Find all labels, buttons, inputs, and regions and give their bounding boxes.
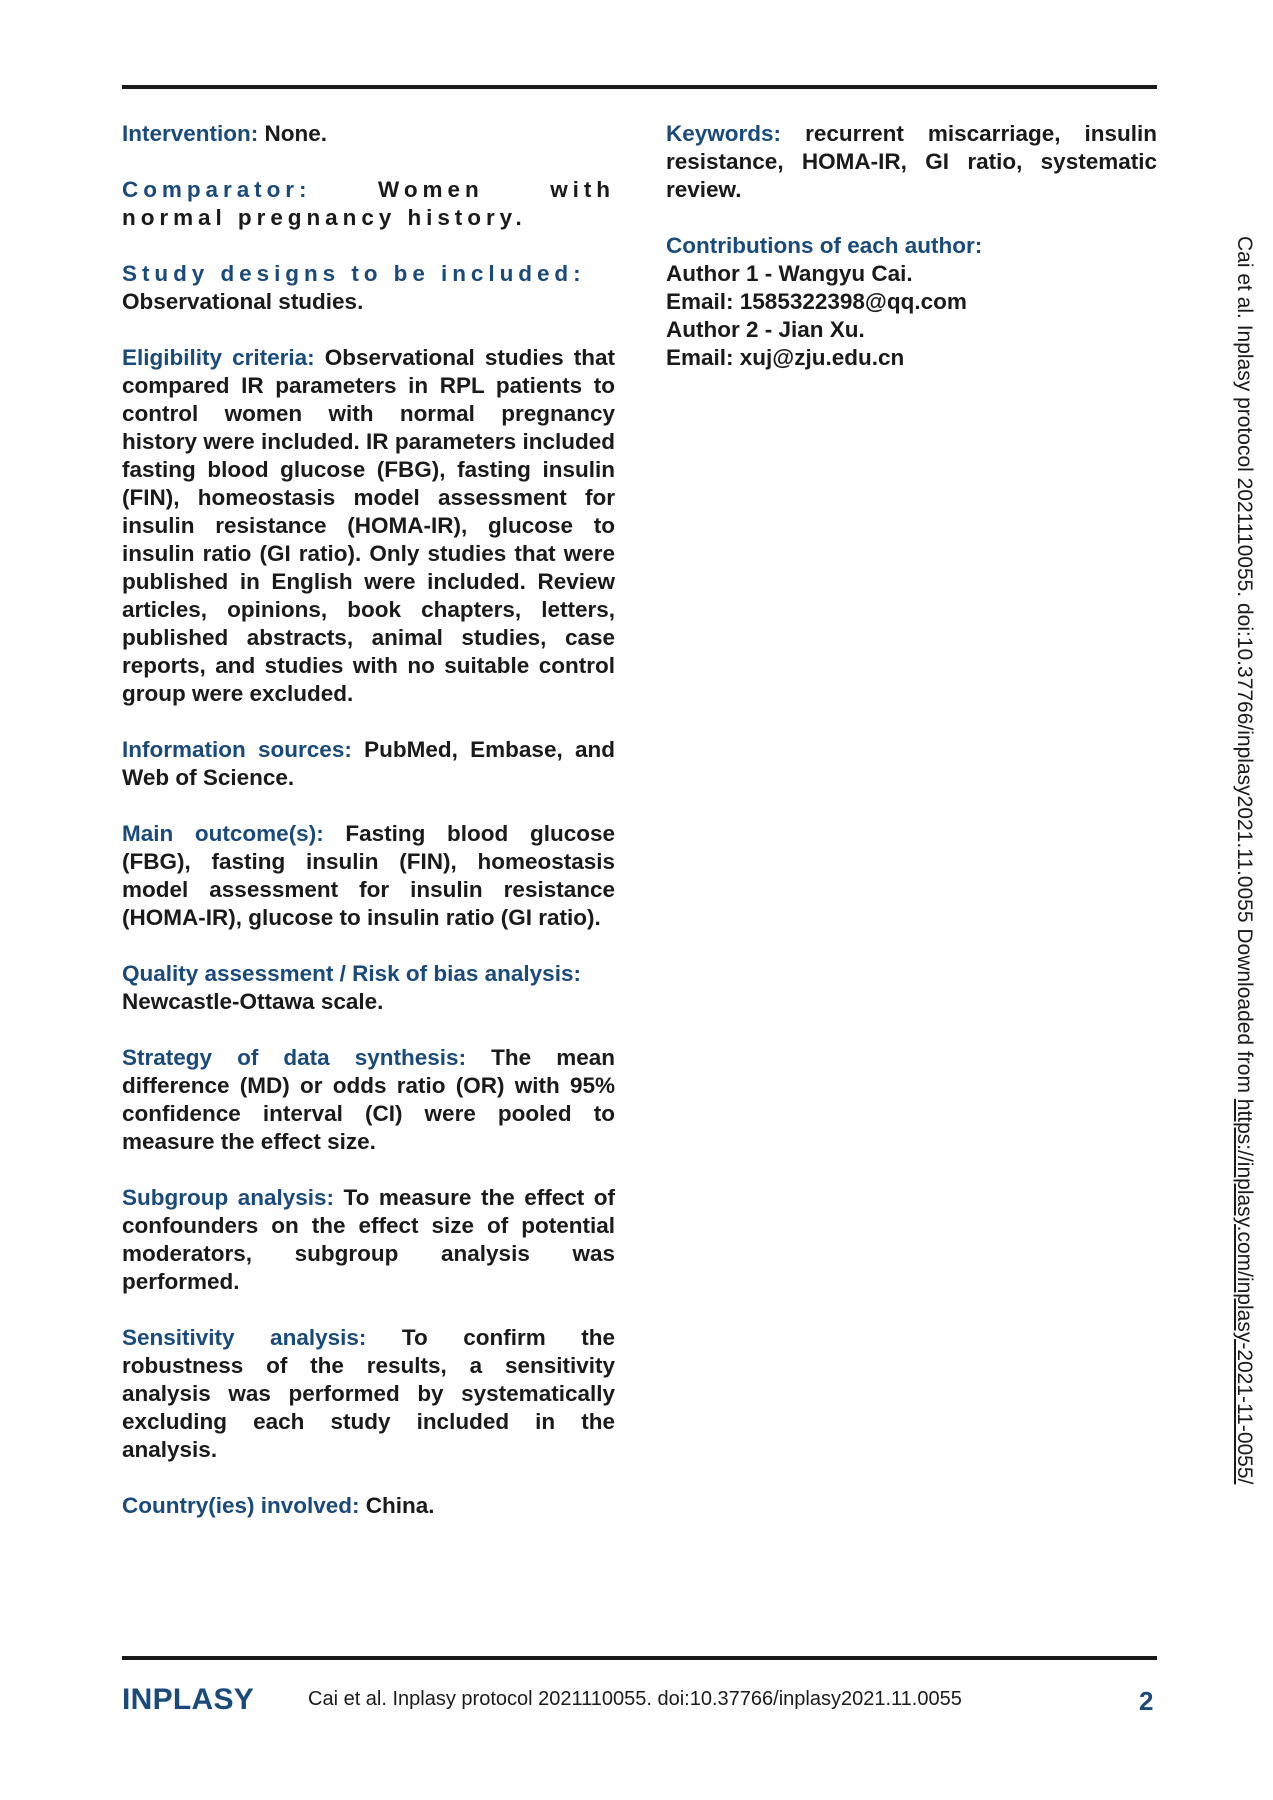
main-outcomes-label: Main outcome(s): xyxy=(122,821,324,846)
contributions-label: Contributions of each author: xyxy=(666,233,983,258)
data-synthesis-label: Strategy of data synthesis: xyxy=(122,1045,467,1070)
header-rule xyxy=(122,85,1157,89)
information-sources-section xyxy=(122,736,615,792)
main-outcomes-section xyxy=(122,820,615,932)
eligibility-text: Observational studies that compared IR parameters in RPL patients to control women with normal pregnancy history were included. IR parameters included fasting blood glucose (FBG), fasting insulin (FIN), homeostasis model assessment for insulin resistance (HOMA-IR), glucose to insulin ratio (GI ratio). Only studies that were published in English were included. Review articles, opinions, book chapters, letters, published abstracts, animal studies, case reports, and studies with no suitable control group were excluded. xyxy=(122,345,615,706)
sensitivity-label: Sensitivity analysis: xyxy=(122,1325,367,1350)
author-1-email[interactable]: Email: 1585322398@qq.com xyxy=(666,289,967,314)
study-designs-text: Observational studies. xyxy=(122,289,364,314)
keywords-label: Keywords: xyxy=(666,121,782,146)
side-citation-text: Cai et al. Inplasy protocol 2021110055. doi:10.37766/inplasy2021.11.0055 Downloaded from xyxy=(1233,236,1256,1099)
sensitivity-section xyxy=(122,1324,615,1464)
study-designs-section xyxy=(122,260,615,316)
quality-assessment-text: Newcastle-Ottawa scale. xyxy=(122,989,384,1014)
subgroup-section xyxy=(122,1184,615,1296)
author-2-email[interactable]: Email: xuj@zju.edu.cn xyxy=(666,345,905,370)
comparator-section xyxy=(122,176,615,232)
main-outcomes-text: Fasting blood glucose (FBG), fasting insulin (FIN), homeostasis model assessment for insulin resistance (HOMA-IR), glucose to insulin ratio (GI ratio). xyxy=(122,821,615,930)
footer-citation: Cai et al. Inplasy protocol 2021110055. doi:10.37766/inplasy2021.11.0055 xyxy=(308,1688,962,1710)
author-2-line: Author 2 - Jian Xu. xyxy=(666,317,865,342)
left-column xyxy=(122,120,615,1548)
eligibility-section xyxy=(122,344,615,708)
data-synthesis-section xyxy=(122,1044,615,1156)
author-1-line: Author 1 - Wangyu Cai. xyxy=(666,261,913,286)
keywords-text: recurrent miscarriage, insulin resistance, HOMA-IR, GI ratio, systematic review. xyxy=(666,121,1157,202)
study-designs-label: Study designs to be included: xyxy=(122,261,586,286)
country-label: Country(ies) involved: xyxy=(122,1493,360,1518)
quality-assessment-section xyxy=(122,960,615,1016)
intervention-label: Intervention: xyxy=(122,121,259,146)
subgroup-label: Subgroup analysis: xyxy=(122,1185,335,1210)
intervention-section xyxy=(122,120,615,148)
country-section xyxy=(122,1492,615,1520)
information-sources-label: Information sources: xyxy=(122,737,352,762)
inplasy-logo: INPLASY xyxy=(122,1683,255,1716)
data-synthesis-text: The mean difference (MD) or odds ratio (OR) with 95% confidence interval (CI) were pooled to measure the effect size. xyxy=(122,1045,615,1154)
comparator-text: Women with normal pregnancy history. xyxy=(122,177,615,230)
right-column xyxy=(666,120,1157,400)
information-sources-text: PubMed, Embase, and Web of Science. xyxy=(122,737,615,790)
subgroup-text: To measure the effect of confounders on the effect size of potential moderators, subgroup analysis was performed. xyxy=(122,1185,615,1294)
side-download-note xyxy=(1232,236,1256,1484)
comparator-label: Comparator: xyxy=(122,177,312,202)
side-download-link[interactable]: https://inplasy.com/inplasy-2021-11-0055/ xyxy=(1233,1098,1256,1485)
sensitivity-text: To confirm the robustness of the results, a sensitivity analysis was performed by systematically excluding each study included in the analysis. xyxy=(122,1325,615,1462)
page-number: 2 xyxy=(1139,1686,1154,1716)
eligibility-label: Eligibility criteria: xyxy=(122,345,315,370)
keywords-section xyxy=(666,120,1157,204)
intervention-text: None. xyxy=(258,121,328,146)
quality-assessment-label: Quality assessment / Risk of bias analysis: xyxy=(122,961,581,986)
contributions-section xyxy=(666,232,1157,372)
country-text: China. xyxy=(359,1493,435,1518)
footer-rule xyxy=(122,1656,1157,1660)
